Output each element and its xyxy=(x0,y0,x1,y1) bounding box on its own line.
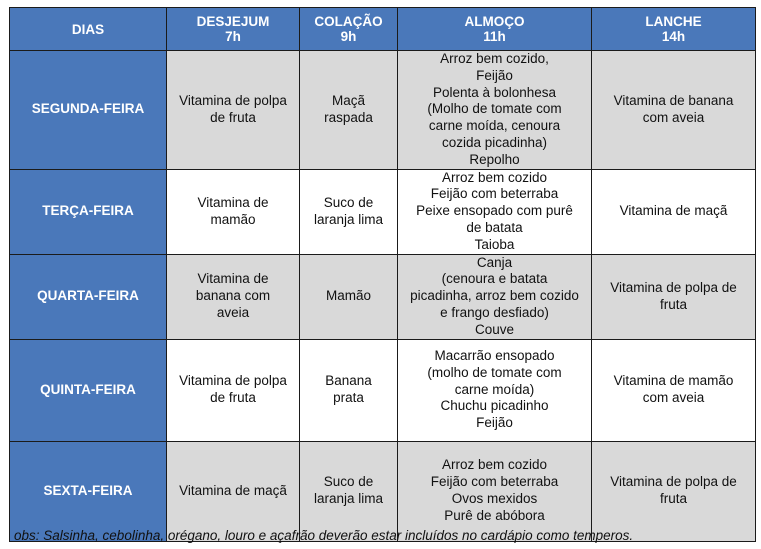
almoco-line: Feijão com beterraba xyxy=(430,186,559,202)
desjejum-line: Vitamina de xyxy=(197,194,269,210)
almoco-line: Couve xyxy=(474,321,515,337)
lanche-line: Vitamina de mamão xyxy=(613,373,734,389)
colacao-line: laranja lima xyxy=(313,211,384,227)
header-lanche-name: LANCHE xyxy=(645,14,702,29)
almoco-line: Repolho xyxy=(469,151,520,167)
colacao-line: Mamão xyxy=(325,288,371,304)
header-almoco xyxy=(398,8,592,51)
almoco-line: Taioba xyxy=(474,236,515,252)
colacao-line: Suco de xyxy=(323,474,374,490)
desjejum-cell xyxy=(167,441,300,541)
desjejum-line: de fruta xyxy=(210,109,256,125)
colacao-line: Maçã xyxy=(331,92,365,108)
almoco-line: Macarrão ensopado xyxy=(434,348,555,364)
lanche-line: com aveia xyxy=(642,390,705,406)
almoco-line: Chuchu picadinho xyxy=(440,398,549,414)
desjejum-line: aveia xyxy=(216,304,250,320)
header-almoco-time: 11h xyxy=(483,29,506,44)
colacao-line: Banana xyxy=(325,373,372,389)
desjejum-line: Vitamina de xyxy=(197,271,269,287)
header-row xyxy=(10,8,756,51)
lanche-line: fruta xyxy=(659,296,687,312)
lanche-cell xyxy=(592,169,756,254)
header-desjejum-time: 7h xyxy=(225,29,241,44)
weekly-menu-table xyxy=(9,7,756,542)
almoco-cell xyxy=(398,441,592,541)
desjejum-line: de fruta xyxy=(210,390,256,406)
desjejum-cell xyxy=(167,51,300,170)
desjejum-cell xyxy=(167,339,300,441)
colacao-line: laranja lima xyxy=(313,491,384,507)
almoco-line: (molho de tomate com xyxy=(427,364,562,380)
almoco-line: carne moída) xyxy=(454,381,535,397)
almoco-line: Purê de abóbora xyxy=(444,507,545,523)
almoco-cell xyxy=(398,339,592,441)
colacao-cell xyxy=(300,339,398,441)
table-row xyxy=(10,254,756,339)
almoco-cell xyxy=(398,51,592,170)
desjejum-cell xyxy=(167,254,300,339)
colacao-line: raspada xyxy=(324,109,373,125)
colacao-cell xyxy=(300,169,398,254)
desjejum-cell xyxy=(167,169,300,254)
table-row xyxy=(10,169,756,254)
almoco-line: Feijão xyxy=(476,415,513,431)
lanche-line: com aveia xyxy=(642,109,705,125)
header-lanche xyxy=(592,8,756,51)
header-almoco-name: ALMOÇO xyxy=(464,14,525,29)
almoco-line: Ovos mexidos xyxy=(451,491,538,507)
header-days: DIAS xyxy=(10,8,167,51)
table-row xyxy=(10,51,756,170)
day-cell: TERÇA-FEIRA xyxy=(10,169,167,254)
almoco-cell xyxy=(398,169,592,254)
almoco-line: Feijão com beterraba xyxy=(430,474,559,490)
lanche-line: Vitamina de polpa de xyxy=(610,474,737,490)
almoco-line: Arroz bem cozido xyxy=(441,169,548,185)
lanche-line: Vitamina de banana xyxy=(613,92,734,108)
almoco-line: cozida picadinha) xyxy=(441,134,548,150)
almoco-line: Arroz bem cozido xyxy=(441,457,548,473)
almoco-line: de batata xyxy=(466,219,523,235)
desjejum-line: mamão xyxy=(210,211,256,227)
almoco-line: Arroz bem cozido, xyxy=(440,51,549,66)
almoco-line: carne moída, cenoura xyxy=(428,118,561,134)
lanche-cell xyxy=(592,339,756,441)
colacao-cell xyxy=(300,441,398,541)
lanche-cell xyxy=(592,441,756,541)
header-lanche-time: 14h xyxy=(661,29,686,44)
header-desjejum xyxy=(167,8,300,51)
table-row xyxy=(10,441,756,541)
almoco-line: e frango desfiado) xyxy=(440,304,549,320)
desjejum-line: Vitamina de polpa xyxy=(179,92,287,108)
header-desjejum-name: DESJEJUM xyxy=(196,14,270,29)
lanche-cell xyxy=(592,51,756,170)
desjejum-line: Vitamina de maçã xyxy=(179,482,287,498)
almoco-line: (cenoura e batata xyxy=(441,271,548,287)
almoco-cell xyxy=(398,254,592,339)
colacao-cell xyxy=(300,254,398,339)
lanche-line: fruta xyxy=(659,491,687,507)
almoco-line: Peixe ensopado com purê xyxy=(416,203,573,219)
almoco-line: Polenta à bolonhesa xyxy=(432,84,557,100)
lanche-line: Vitamina de polpa de xyxy=(610,279,737,295)
desjejum-line: banana com xyxy=(195,288,271,304)
footnote: obs: Salsinha, cebolinha, orégano, louro e açafrão deverão estar incluídos no cardápio como temperos. xyxy=(14,528,634,543)
day-cell: SEGUNDA-FEIRA xyxy=(10,51,167,170)
day-cell: QUINTA-FEIRA xyxy=(10,339,167,441)
colacao-line: Suco de xyxy=(323,194,374,210)
colacao-line: prata xyxy=(333,390,364,406)
header-colacao-time: 9h xyxy=(340,29,357,44)
day-cell: QUARTA-FEIRA xyxy=(10,254,167,339)
almoco-line: picadinha, arroz bem cozido xyxy=(410,288,579,304)
almoco-line: Feijão xyxy=(476,67,513,83)
lanche-line: Vitamina de maçã xyxy=(619,203,728,219)
day-cell: SEXTA-FEIRA xyxy=(10,441,167,541)
header-colacao-name: COLAÇÃO xyxy=(314,14,383,29)
table-row xyxy=(10,339,756,441)
almoco-line: (Molho de tomate com xyxy=(427,101,562,117)
lanche-cell xyxy=(592,254,756,339)
header-colacao xyxy=(300,8,398,51)
desjejum-line: Vitamina de polpa xyxy=(179,373,287,389)
almoco-line: Canja xyxy=(476,254,513,270)
colacao-cell xyxy=(300,51,398,170)
